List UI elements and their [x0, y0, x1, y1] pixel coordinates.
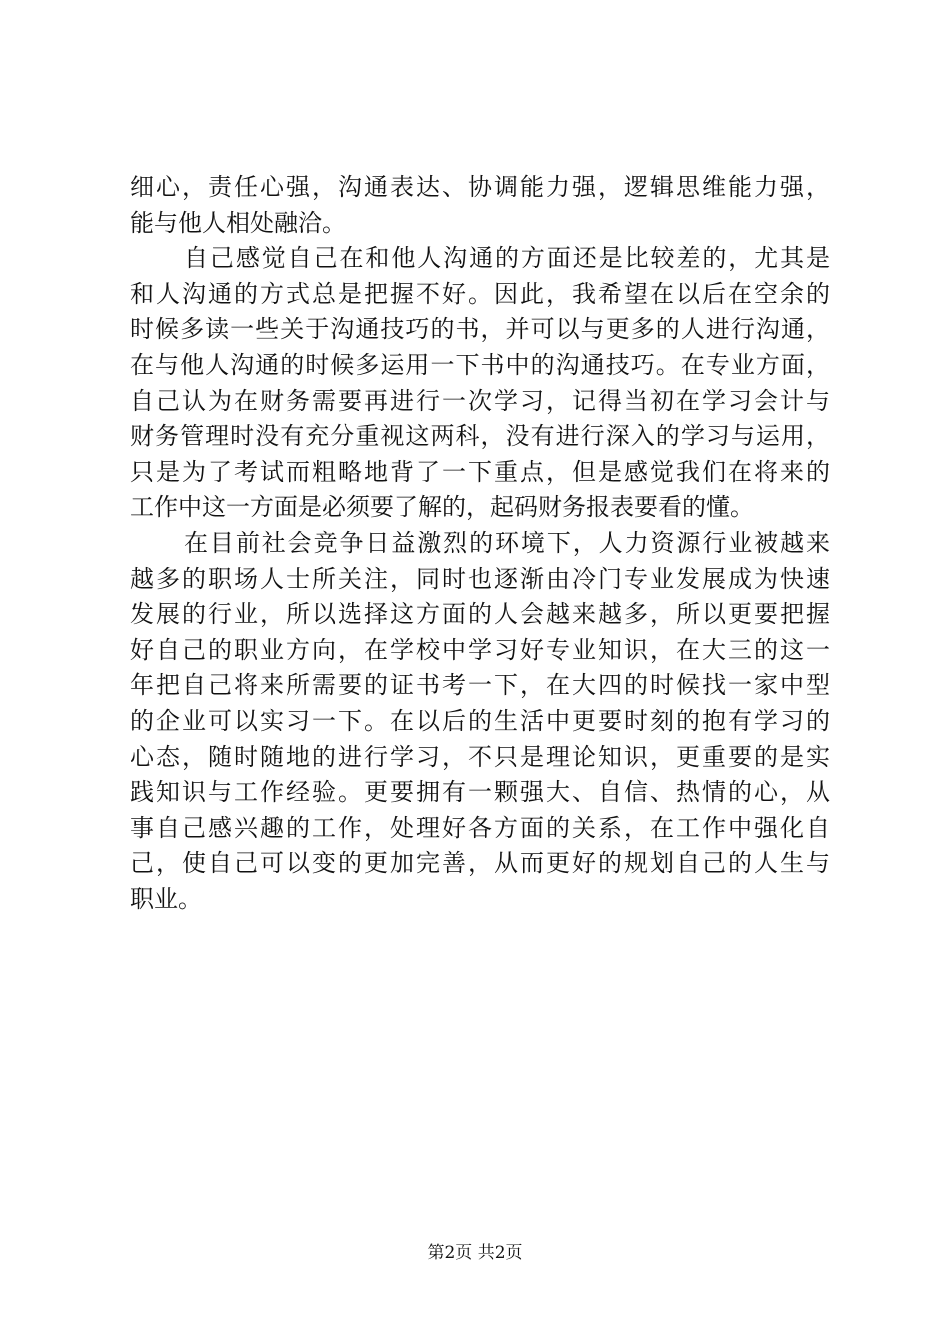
paragraph-first-line: 自己感觉自己在和他人沟通的方面还是比较差的，尤其是 — [184, 244, 830, 273]
text-line: 践知识与工作经验。更要拥有一颗强大、自信、热情的心，从 — [130, 778, 830, 807]
text-line: 财务管理时没有充分重视这两科，没有进行深入的学习与运用， — [130, 422, 830, 451]
text-line: 年把自己将来所需要的证书考一下，在大四的时候找一家中型 — [130, 671, 830, 700]
text-line: 事自己感兴趣的工作，处理好各方面的关系，在工作中强化自 — [130, 813, 830, 842]
text-line: 的企业可以实习一下。在以后的生活中更要时刻的抱有学习的 — [130, 706, 830, 735]
text-line: 自己认为在财务需要再进行一次学习，记得当初在学习会计与 — [130, 386, 830, 415]
text-line: 职业。 — [130, 884, 202, 913]
text-line: 越多的职场人士所关注，同时也逐渐由冷门专业发展成为快速 — [130, 564, 830, 593]
paragraph-first-line: 在目前社会竞争日益激烈的环境下，人力资源行业被越来 — [184, 528, 830, 557]
text-line: 工作中这一方面是必须要了解的，起码财务报表要看的懂。 — [130, 493, 754, 522]
text-line: 能与他人相处融洽。 — [130, 208, 346, 237]
text-line: 细心，责任心强，沟通表达、协调能力强，逻辑思维能力强， — [130, 173, 830, 201]
text-line: 只是为了考试而粗略地背了一下重点，但是感觉我们在将来的 — [130, 457, 830, 486]
text-line: 时候多读一些关于沟通技巧的书，并可以与更多的人进行沟通， — [130, 315, 830, 344]
text-line: 发展的行业，所以选择这方面的人会越来越多，所以更要把握 — [130, 600, 830, 629]
page-number-footer: 第2页 共2页 — [427, 1243, 523, 1263]
text-line: 在与他人沟通的时候多运用一下书中的沟通技巧。在专业方面， — [130, 350, 830, 379]
body-text — [130, 170, 830, 917]
text-line: 己，使自己可以变的更加完善，从而更好的规划自己的人生与 — [130, 849, 830, 878]
text-line: 好自己的职业方向，在学校中学习好专业知识，在大三的这一 — [130, 635, 830, 664]
text-line: 心态，随时随地的进行学习，不只是理论知识，更重要的是实 — [130, 742, 830, 771]
text-line: 和人沟通的方式总是把握不好。因此，我希望在以后在空余的 — [130, 279, 830, 308]
